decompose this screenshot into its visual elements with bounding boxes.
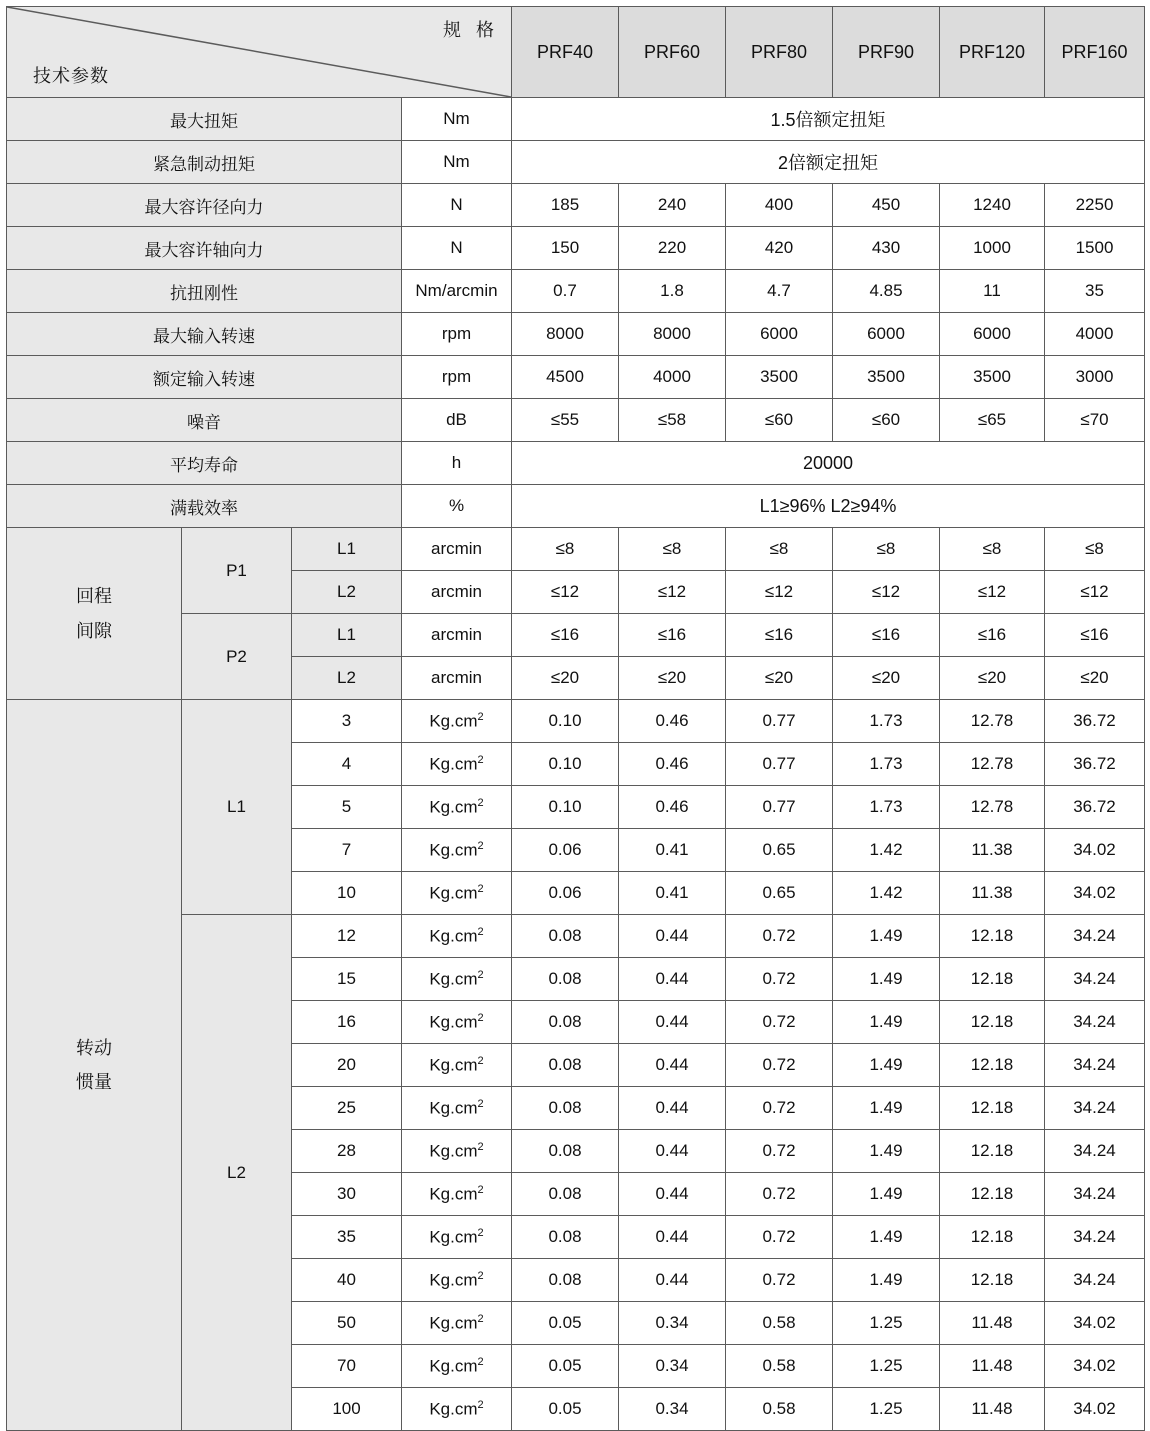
param-value: ≤8	[940, 528, 1045, 571]
model-header-prf80: PRF80	[726, 7, 833, 98]
param-unit: $Kg.cm^2$	[402, 1388, 512, 1431]
param-value: 0.72	[726, 1044, 833, 1087]
param-unit: rpm	[402, 313, 512, 356]
gear-ratio: 40	[292, 1259, 402, 1302]
param-value: 0.72	[726, 1001, 833, 1044]
param-value: 6000	[726, 313, 833, 356]
gear-ratio: 28	[292, 1130, 402, 1173]
param-value: ≤60	[833, 399, 940, 442]
param-value: 11.48	[940, 1345, 1045, 1388]
param-value: 0.44	[619, 1173, 726, 1216]
param-value: ≤12	[512, 571, 619, 614]
table-row	[7, 700, 1145, 743]
param-value: 1.25	[833, 1302, 940, 1345]
param-value: 34.02	[1045, 1302, 1145, 1345]
param-value: 12.18	[940, 1259, 1045, 1302]
param-value: 0.34	[619, 1345, 726, 1388]
gear-ratio: 100	[292, 1388, 402, 1431]
param-value: 1.49	[833, 1044, 940, 1087]
table-row	[7, 270, 1145, 313]
table-row	[7, 227, 1145, 270]
param-unit: $Kg.cm^2$	[402, 743, 512, 786]
param-value: ≤20	[1045, 657, 1145, 700]
param-value: ≤60	[726, 399, 833, 442]
param-value: 0.08	[512, 1173, 619, 1216]
table-row	[7, 442, 1145, 485]
param-value: 0.44	[619, 958, 726, 1001]
param-unit: $Kg.cm^2$	[402, 700, 512, 743]
gear-ratio: 20	[292, 1044, 402, 1087]
gear-ratio: 15	[292, 958, 402, 1001]
param-value: 0.46	[619, 700, 726, 743]
param-value: 0.44	[619, 1259, 726, 1302]
param-value: 11.48	[940, 1388, 1045, 1431]
param-unit: $Kg.cm^2$	[402, 915, 512, 958]
param-value: 0.72	[726, 1259, 833, 1302]
param-value: 0.08	[512, 1044, 619, 1087]
param-value: 1.49	[833, 1216, 940, 1259]
param-value: 34.02	[1045, 1345, 1145, 1388]
param-value: 0.41	[619, 829, 726, 872]
table-row	[7, 184, 1145, 227]
gear-ratio: 70	[292, 1345, 402, 1388]
param-value: 11.38	[940, 872, 1045, 915]
backlash-grade-p2: P2	[182, 614, 292, 700]
param-value: 1000	[940, 227, 1045, 270]
param-value: ≤8	[726, 528, 833, 571]
table-row	[7, 528, 1145, 571]
param-unit: Nm	[402, 98, 512, 141]
param-value: 2250	[1045, 184, 1145, 227]
param-unit: N	[402, 227, 512, 270]
param-value: 0.06	[512, 829, 619, 872]
backlash-stage: L2	[292, 657, 402, 700]
param-value: 4.85	[833, 270, 940, 313]
param-value: 11.38	[940, 829, 1045, 872]
param-value: 8000	[512, 313, 619, 356]
param-value: 11	[940, 270, 1045, 313]
param-value: 0.46	[619, 786, 726, 829]
param-name: 紧急制动扭矩	[7, 141, 402, 184]
param-unit: h	[402, 442, 512, 485]
param-value: ≤70	[1045, 399, 1145, 442]
param-value: 0.05	[512, 1388, 619, 1431]
param-value: 12.78	[940, 700, 1045, 743]
param-unit: N	[402, 184, 512, 227]
param-name: 额定输入转速	[7, 356, 402, 399]
param-value: 34.24	[1045, 915, 1145, 958]
table-row	[7, 399, 1145, 442]
param-value: 12.78	[940, 786, 1045, 829]
param-value: 1.73	[833, 786, 940, 829]
param-value: 1.73	[833, 743, 940, 786]
param-unit: $Kg.cm^2$	[402, 1259, 512, 1302]
model-header-prf40: PRF40	[512, 7, 619, 98]
param-value: 0.10	[512, 743, 619, 786]
param-unit: $Kg.cm^2$	[402, 1044, 512, 1087]
section-label-inertia: 转动 惯量	[7, 700, 182, 1431]
param-value: 1500	[1045, 227, 1145, 270]
param-value: 420	[726, 227, 833, 270]
param-value: 12.18	[940, 1130, 1045, 1173]
param-name: 最大扭矩	[7, 98, 402, 141]
param-value: 450	[833, 184, 940, 227]
gear-ratio: 30	[292, 1173, 402, 1216]
param-label: 技术参数	[33, 66, 109, 86]
param-value: ≤16	[1045, 614, 1145, 657]
model-header-prf120: PRF120	[940, 7, 1045, 98]
header-corner-cell	[7, 7, 512, 98]
param-value: ≤16	[940, 614, 1045, 657]
param-value-merged: 2倍额定扭矩	[512, 141, 1145, 184]
param-value: 12.18	[940, 1044, 1045, 1087]
gear-ratio: 4	[292, 743, 402, 786]
param-value: 0.72	[726, 915, 833, 958]
param-value: 34.24	[1045, 1259, 1145, 1302]
param-value: ≤20	[619, 657, 726, 700]
param-value: 0.58	[726, 1388, 833, 1431]
param-value-merged: L1≥96% L2≥94%	[512, 485, 1145, 528]
param-value: 0.44	[619, 1001, 726, 1044]
gear-ratio: 5	[292, 786, 402, 829]
table-body	[7, 7, 1145, 1431]
param-value: 4000	[1045, 313, 1145, 356]
param-value: 3500	[833, 356, 940, 399]
param-unit: $Kg.cm^2$	[402, 1302, 512, 1345]
param-unit: Nm/arcmin	[402, 270, 512, 313]
param-value: 0.08	[512, 1087, 619, 1130]
param-value: ≤55	[512, 399, 619, 442]
param-name: 最大容许径向力	[7, 184, 402, 227]
param-value: 1.49	[833, 915, 940, 958]
param-value: 3500	[726, 356, 833, 399]
backlash-grade-p1: P1	[182, 528, 292, 614]
param-value: 0.44	[619, 1044, 726, 1087]
param-value: ≤8	[512, 528, 619, 571]
param-value: 0.34	[619, 1302, 726, 1345]
param-value: 0.08	[512, 1130, 619, 1173]
backlash-stage: L1	[292, 614, 402, 657]
model-header-prf90: PRF90	[833, 7, 940, 98]
param-unit: rpm	[402, 356, 512, 399]
param-value: 0.72	[726, 1130, 833, 1173]
param-value: 34.24	[1045, 1216, 1145, 1259]
gear-ratio: 3	[292, 700, 402, 743]
param-unit: arcmin	[402, 614, 512, 657]
param-value: 34.24	[1045, 1173, 1145, 1216]
param-value: 1.8	[619, 270, 726, 313]
param-value: ≤16	[619, 614, 726, 657]
param-value: 0.58	[726, 1302, 833, 1345]
param-value: 12.18	[940, 1001, 1045, 1044]
table-row	[7, 98, 1145, 141]
param-value: 1.25	[833, 1345, 940, 1388]
param-value: 3500	[940, 356, 1045, 399]
table-row	[7, 356, 1145, 399]
param-value: ≤20	[940, 657, 1045, 700]
param-unit: arcmin	[402, 657, 512, 700]
param-value: 0.10	[512, 700, 619, 743]
model-header-prf160: PRF160	[1045, 7, 1145, 98]
param-value: 8000	[619, 313, 726, 356]
param-value: 12.18	[940, 1173, 1045, 1216]
param-value: 34.24	[1045, 958, 1145, 1001]
param-value: 0.44	[619, 1087, 726, 1130]
gear-ratio: 25	[292, 1087, 402, 1130]
gear-ratio: 50	[292, 1302, 402, 1345]
param-value: 0.65	[726, 872, 833, 915]
param-value: 6000	[833, 313, 940, 356]
param-value: 12.18	[940, 1216, 1045, 1259]
param-value: ≤12	[726, 571, 833, 614]
param-value: ≤8	[1045, 528, 1145, 571]
param-name: 最大输入转速	[7, 313, 402, 356]
param-value: ≤16	[726, 614, 833, 657]
inertia-stage-l2: L2	[182, 915, 292, 1431]
param-value: ≤8	[619, 528, 726, 571]
param-unit: $Kg.cm^2$	[402, 1087, 512, 1130]
param-value: 0.08	[512, 915, 619, 958]
param-value: 6000	[940, 313, 1045, 356]
param-value: 36.72	[1045, 700, 1145, 743]
param-value: ≤8	[833, 528, 940, 571]
param-value: 0.44	[619, 1130, 726, 1173]
param-value: ≤20	[726, 657, 833, 700]
param-value: 12.18	[940, 958, 1045, 1001]
gear-ratio: 16	[292, 1001, 402, 1044]
param-value: ≤16	[833, 614, 940, 657]
param-value: 34.02	[1045, 872, 1145, 915]
param-unit: $Kg.cm^2$	[402, 786, 512, 829]
param-unit: $Kg.cm^2$	[402, 1130, 512, 1173]
param-unit: dB	[402, 399, 512, 442]
param-value: 0.72	[726, 1216, 833, 1259]
param-value: ≤12	[1045, 571, 1145, 614]
param-value: 12.18	[940, 1087, 1045, 1130]
param-unit: $Kg.cm^2$	[402, 1001, 512, 1044]
param-unit: $Kg.cm^2$	[402, 958, 512, 1001]
backlash-stage: L2	[292, 571, 402, 614]
param-value: 1.42	[833, 829, 940, 872]
gear-ratio: 7	[292, 829, 402, 872]
param-value: 0.72	[726, 1087, 833, 1130]
param-name: 平均寿命	[7, 442, 402, 485]
param-value: 0.08	[512, 1259, 619, 1302]
param-unit: $Kg.cm^2$	[402, 1216, 512, 1259]
param-unit: arcmin	[402, 528, 512, 571]
param-name: 噪音	[7, 399, 402, 442]
param-value: 11.48	[940, 1302, 1045, 1345]
param-value: ≤58	[619, 399, 726, 442]
param-value: 430	[833, 227, 940, 270]
param-value: 0.05	[512, 1345, 619, 1388]
param-value: 0.44	[619, 1216, 726, 1259]
gear-ratio: 35	[292, 1216, 402, 1259]
param-value: ≤16	[512, 614, 619, 657]
param-value: 0.7	[512, 270, 619, 313]
param-value: 0.58	[726, 1345, 833, 1388]
param-name: 抗扭刚性	[7, 270, 402, 313]
spec-label: 规 格	[442, 20, 499, 40]
param-value: 240	[619, 184, 726, 227]
param-value: 0.41	[619, 872, 726, 915]
param-value: 1.25	[833, 1388, 940, 1431]
param-value: 1.42	[833, 872, 940, 915]
param-value: 12.78	[940, 743, 1045, 786]
model-header-prf60: PRF60	[619, 7, 726, 98]
param-value: ≤65	[940, 399, 1045, 442]
param-unit: $Kg.cm^2$	[402, 872, 512, 915]
table-row	[7, 141, 1145, 184]
param-value: 34.02	[1045, 1388, 1145, 1431]
param-value: ≤12	[833, 571, 940, 614]
param-value: 1.49	[833, 1130, 940, 1173]
param-value: 0.06	[512, 872, 619, 915]
param-value: 0.08	[512, 1001, 619, 1044]
param-value: 185	[512, 184, 619, 227]
param-value: 0.08	[512, 1216, 619, 1259]
param-unit: $Kg.cm^2$	[402, 1173, 512, 1216]
param-unit: $Kg.cm^2$	[402, 829, 512, 872]
param-value: 34.02	[1045, 829, 1145, 872]
param-value: 0.77	[726, 786, 833, 829]
param-value: 0.46	[619, 743, 726, 786]
param-unit: arcmin	[402, 571, 512, 614]
param-value: 400	[726, 184, 833, 227]
param-value: 150	[512, 227, 619, 270]
param-value: 1.49	[833, 1259, 940, 1302]
gear-ratio: 12	[292, 915, 402, 958]
specification-table	[6, 6, 1145, 1431]
param-value: 0.10	[512, 786, 619, 829]
inertia-stage-l1: L1	[182, 700, 292, 915]
table-header-row	[7, 7, 1145, 98]
param-name: 最大容许轴向力	[7, 227, 402, 270]
param-value: 34.24	[1045, 1130, 1145, 1173]
param-value: 0.05	[512, 1302, 619, 1345]
param-value: 12.18	[940, 915, 1045, 958]
param-value: 1.49	[833, 958, 940, 1001]
param-value: 34.24	[1045, 1044, 1145, 1087]
table-row	[7, 485, 1145, 528]
section-label-backlash: 回程 间隙	[7, 528, 182, 700]
param-value: 0.72	[726, 1173, 833, 1216]
param-value: 0.77	[726, 700, 833, 743]
param-value: 0.65	[726, 829, 833, 872]
param-value: 4500	[512, 356, 619, 399]
param-name: 满载效率	[7, 485, 402, 528]
param-value: 0.44	[619, 915, 726, 958]
param-value: 1.49	[833, 1087, 940, 1130]
param-value: ≤20	[833, 657, 940, 700]
param-value: 36.72	[1045, 743, 1145, 786]
param-value: 4.7	[726, 270, 833, 313]
param-value: 0.34	[619, 1388, 726, 1431]
param-value: 1.49	[833, 1001, 940, 1044]
param-value: 1240	[940, 184, 1045, 227]
table-row	[7, 313, 1145, 356]
param-value: 34.24	[1045, 1001, 1145, 1044]
backlash-stage: L1	[292, 528, 402, 571]
param-value-merged: 20000	[512, 442, 1145, 485]
param-unit: $Kg.cm^2$	[402, 1345, 512, 1388]
param-value: 36.72	[1045, 786, 1145, 829]
param-value: 4000	[619, 356, 726, 399]
param-value: ≤12	[940, 571, 1045, 614]
param-unit: %	[402, 485, 512, 528]
param-value-merged: 1.5倍额定扭矩	[512, 98, 1145, 141]
param-value: ≤12	[619, 571, 726, 614]
param-value: 3000	[1045, 356, 1145, 399]
param-value: 0.77	[726, 743, 833, 786]
param-value: 35	[1045, 270, 1145, 313]
param-value: 0.08	[512, 958, 619, 1001]
param-unit: Nm	[402, 141, 512, 184]
param-value: ≤20	[512, 657, 619, 700]
param-value: 0.72	[726, 958, 833, 1001]
param-value: 1.73	[833, 700, 940, 743]
param-value: 220	[619, 227, 726, 270]
gear-ratio: 10	[292, 872, 402, 915]
param-value: 1.49	[833, 1173, 940, 1216]
param-value: 34.24	[1045, 1087, 1145, 1130]
